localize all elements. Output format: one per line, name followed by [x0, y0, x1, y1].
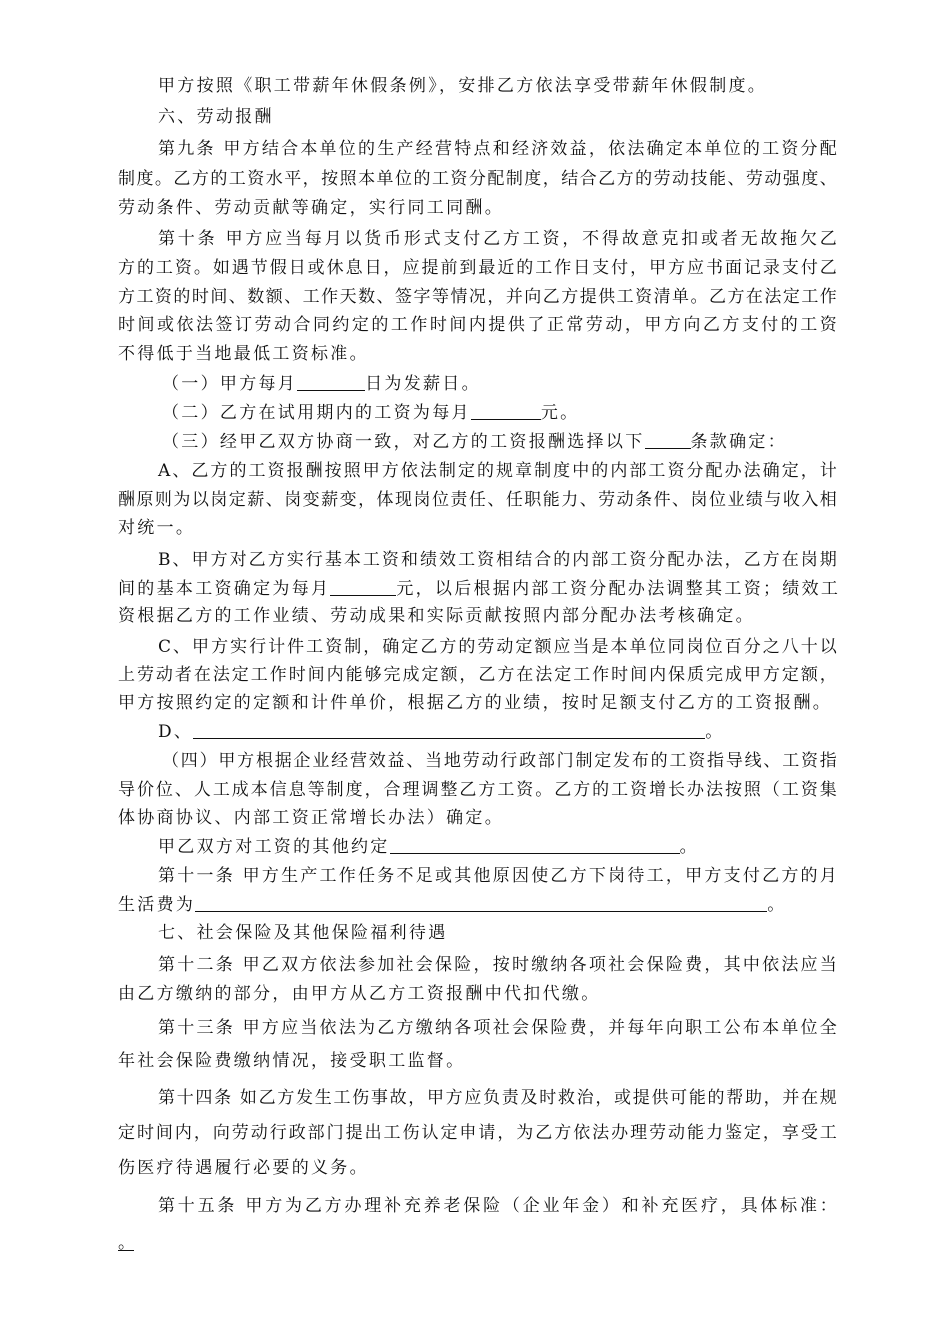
supplementary-standard-blank[interactable]: 。 — [118, 1233, 138, 1253]
article-10-line-3: 方工资的时间、数额、工作天数、签字等情况，并向乙方提供工资清单。乙方在法定工作 — [118, 287, 838, 307]
option-c-line-3: 甲方按照约定的定额和计件单价，根据乙方的业绩，按时足额支付乙方的工资报酬。 — [118, 693, 833, 713]
option-d-label: D、 — [158, 722, 194, 742]
other-wage-label: 甲乙双方对工资的其他约定 — [158, 837, 390, 857]
article-10-line-4: 时间或依法签订劳动合同约定的工作时间内提供了正常劳动，甲方向乙方支付的工资 — [118, 315, 838, 335]
article-15-line-2 — [118, 1230, 838, 1252]
pay-option-label: （三）经甲乙双方协商一致，对乙方的工资报酬选择以下 — [162, 432, 645, 452]
living-allowance-label: 生活费为 — [118, 895, 196, 915]
living-allowance-suffix: 。 — [767, 895, 787, 915]
article-12-line-2: 由乙方缴纳的部分，由甲方从乙方工资报酬中代扣代缴。 — [118, 984, 601, 1004]
article-14-line-3: 伤医疗待遇履行必要的义务。 — [118, 1158, 369, 1178]
article-13-line-1: 第十三条 甲方应当依法为乙方缴纳各项社会保险费，并每年向职工公布本单位全 — [158, 1018, 838, 1038]
wage-adjust-line-3: 体协商协议、内部工资正常增长办法）确定。 — [118, 808, 504, 828]
wage-adjust-line-1: （四）甲方根据企业经营效益、当地劳动行政部门制定发布的工资指导线、工资指 — [162, 751, 838, 771]
other-wage-suffix: 。 — [679, 837, 699, 857]
probation-wage-label: （二）乙方在试用期内的工资为每月 — [162, 403, 471, 423]
probation-wage-blank[interactable] — [471, 401, 541, 420]
payday-suffix: 日为发薪日。 — [365, 374, 481, 394]
probation-wage-suffix: 元。 — [540, 403, 580, 423]
article-14-line-1: 第十四条 如乙方发生工伤事故，甲方应负责及时救治，或提供可能的帮助，并在规 — [158, 1088, 838, 1108]
other-wage-agreement — [158, 835, 838, 857]
option-a-line-2: 酬原则为以岗定薪、岗变薪变，体现岗位责任、任职能力、劳动条件、岗位业绩与收入相 — [118, 490, 838, 510]
article-11-line-2 — [118, 893, 838, 915]
pay-option-suffix: 条款确定： — [690, 432, 787, 452]
paragraph-annual-leave: 甲方按照《职工带薪年休假条例》，安排乙方依法享受带薪年休假制度。 — [158, 76, 768, 96]
option-d-blank[interactable] — [193, 720, 705, 739]
other-wage-blank[interactable] — [390, 835, 680, 854]
payday-label: （一）甲方每月 — [162, 374, 298, 394]
article-13-line-2: 年社会保险费缴纳情况，接受职工监督。 — [118, 1051, 466, 1071]
article-15-line-1: 第十五条 甲方为乙方办理补充养老保险（企业年金）和补充医疗，具体标准： — [158, 1196, 838, 1216]
payday-clause — [162, 372, 838, 394]
section-heading-social-insurance: 七、社会保险及其他保险福利待遇 — [158, 923, 448, 943]
section-heading-labor-pay: 六、劳动报酬 — [158, 107, 274, 127]
article-10-line-2: 方的工资。如遇节假日或休息日，应提前到最近的工作日支付，甲方应书面记录支付乙 — [118, 258, 838, 278]
option-c-line-2: 上劳动者在法定工作时间内能够完成定额，乙方在法定工作时间内保质完成甲方定额， — [118, 665, 838, 685]
article-11-line-1: 第十一条 甲方生产工作任务不足或其他原因使乙方下岗待工，甲方支付乙方的月 — [158, 866, 838, 886]
wage-adjust-line-2: 导价位、人工成本信息等制度，合理调整乙方工资。乙方的工资增长办法按照（工资集 — [118, 780, 838, 800]
option-a-line-3: 对统一。 — [118, 518, 196, 538]
option-d-suffix: 。 — [705, 722, 725, 742]
base-wage-label: 间的基本工资确定为每月 — [118, 579, 331, 599]
pay-option-clause — [162, 430, 838, 452]
option-b-line-3: 资根据乙方的工作业绩、劳动成果和实际贡献按照内部分配办法考核确定。 — [118, 606, 755, 626]
option-b-line-1: B、甲方对乙方实行基本工资和绩效工资相结合的内部工资分配办法，乙方在岗期 — [158, 550, 838, 570]
base-wage-blank[interactable] — [330, 577, 396, 596]
probation-wage-clause — [162, 401, 838, 423]
base-wage-suffix: 元，以后根据内部工资分配办法调整其工资；绩效工 — [396, 579, 841, 599]
payday-blank[interactable] — [297, 372, 365, 391]
article-12-line-1: 第十二条 甲乙双方依法参加社会保险，按时缴纳各项社会保险费，其中依法应当 — [158, 955, 838, 975]
article-9-line-3: 劳动条件、劳动贡献等确定，实行同工同酬。 — [118, 198, 504, 218]
article-14-line-2: 定时间内，向劳动行政部门提出工伤认定申请，为乙方依法办理劳动能力鉴定，享受工 — [118, 1123, 838, 1143]
article-9-line-1: 第九条 甲方结合本单位的生产经营特点和经济效益，依法确定本单位的工资分配 — [158, 139, 838, 159]
option-c-line-1: C、甲方实行计件工资制，确定乙方的劳动定额应当是本单位同岗位百分之八十以 — [158, 637, 838, 657]
pay-option-blank[interactable] — [645, 430, 691, 449]
option-b-line-2 — [118, 577, 841, 599]
option-d-clause — [158, 720, 838, 742]
option-a-line-1: A、乙方的工资报酬按照甲方依法制定的规章制度中的内部工资分配办法确定，计 — [158, 461, 838, 481]
article-10-line-1: 第十条 甲方应当每月以货币形式支付乙方工资，不得故意克扣或者无故拖欠乙 — [158, 229, 838, 249]
living-allowance-blank[interactable] — [195, 893, 767, 912]
article-10-line-5: 不得低于当地最低工资标准。 — [118, 344, 369, 364]
article-9-line-2: 制度。乙方的工资水平，按照本单位的工资分配制度，结合乙方的劳动技能、劳动强度、 — [118, 169, 838, 189]
